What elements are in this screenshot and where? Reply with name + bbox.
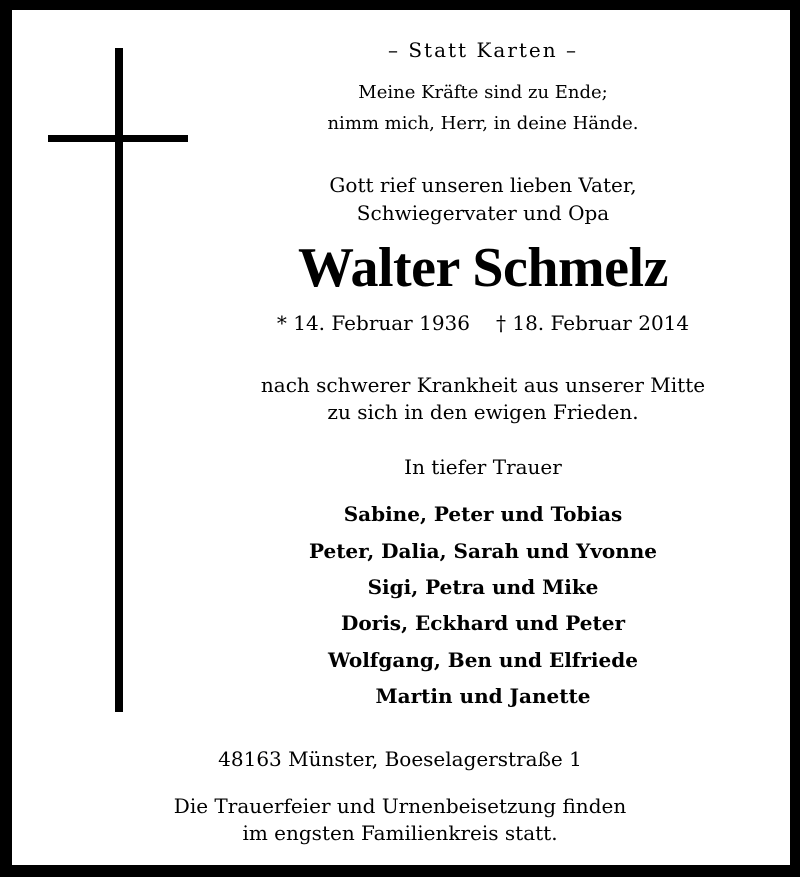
mourning-line: In tiefer Trauer [404, 455, 562, 479]
mourner-line: Doris, Eckhard und Peter [340, 611, 626, 635]
body-line-1: nach schwerer Krankheit aus unserer Mitte [260, 373, 706, 397]
address: 48163 Münster, Boeselagerstraße 1 [218, 747, 582, 771]
body-line-2: zu sich in den ewigen Frieden. [327, 400, 639, 424]
notice-header: – Statt Karten – [388, 38, 578, 62]
mourner-line: Martin und Janette [375, 684, 591, 708]
mourner-line: Peter, Dalia, Sarah und Yvonne [308, 539, 658, 563]
mourner-line: Wolfgang, Ben und Elfriede [328, 648, 638, 672]
verse-line-1: Meine Kräfte sind zu Ende; [358, 82, 608, 103]
death-date: † 18. Februar 2014 [496, 311, 690, 335]
birth-date: * 14. Februar 1936 [276, 311, 470, 335]
cross-icon-vertical-bar [115, 48, 123, 712]
footer-line-1: Die Trauerfeier und Urnenbeisetzung finden [173, 794, 627, 818]
mourner-line: Sabine, Peter und Tobias [343, 502, 623, 526]
mourner-line: Sigi, Petra und Mike [367, 575, 599, 599]
life-dates [277, 311, 689, 335]
cross-icon-horizontal-bar [48, 135, 188, 142]
footer-line-2: im engsten Familienkreis statt. [242, 821, 558, 845]
verse-line-2: nimm mich, Herr, in deine Hände. [327, 113, 639, 134]
intro-line-2: Schwiegervater und Opa [356, 201, 610, 225]
intro-line-1: Gott rief unseren lieben Vater, [329, 173, 637, 197]
deceased-name: Walter Schmelz [298, 237, 668, 299]
